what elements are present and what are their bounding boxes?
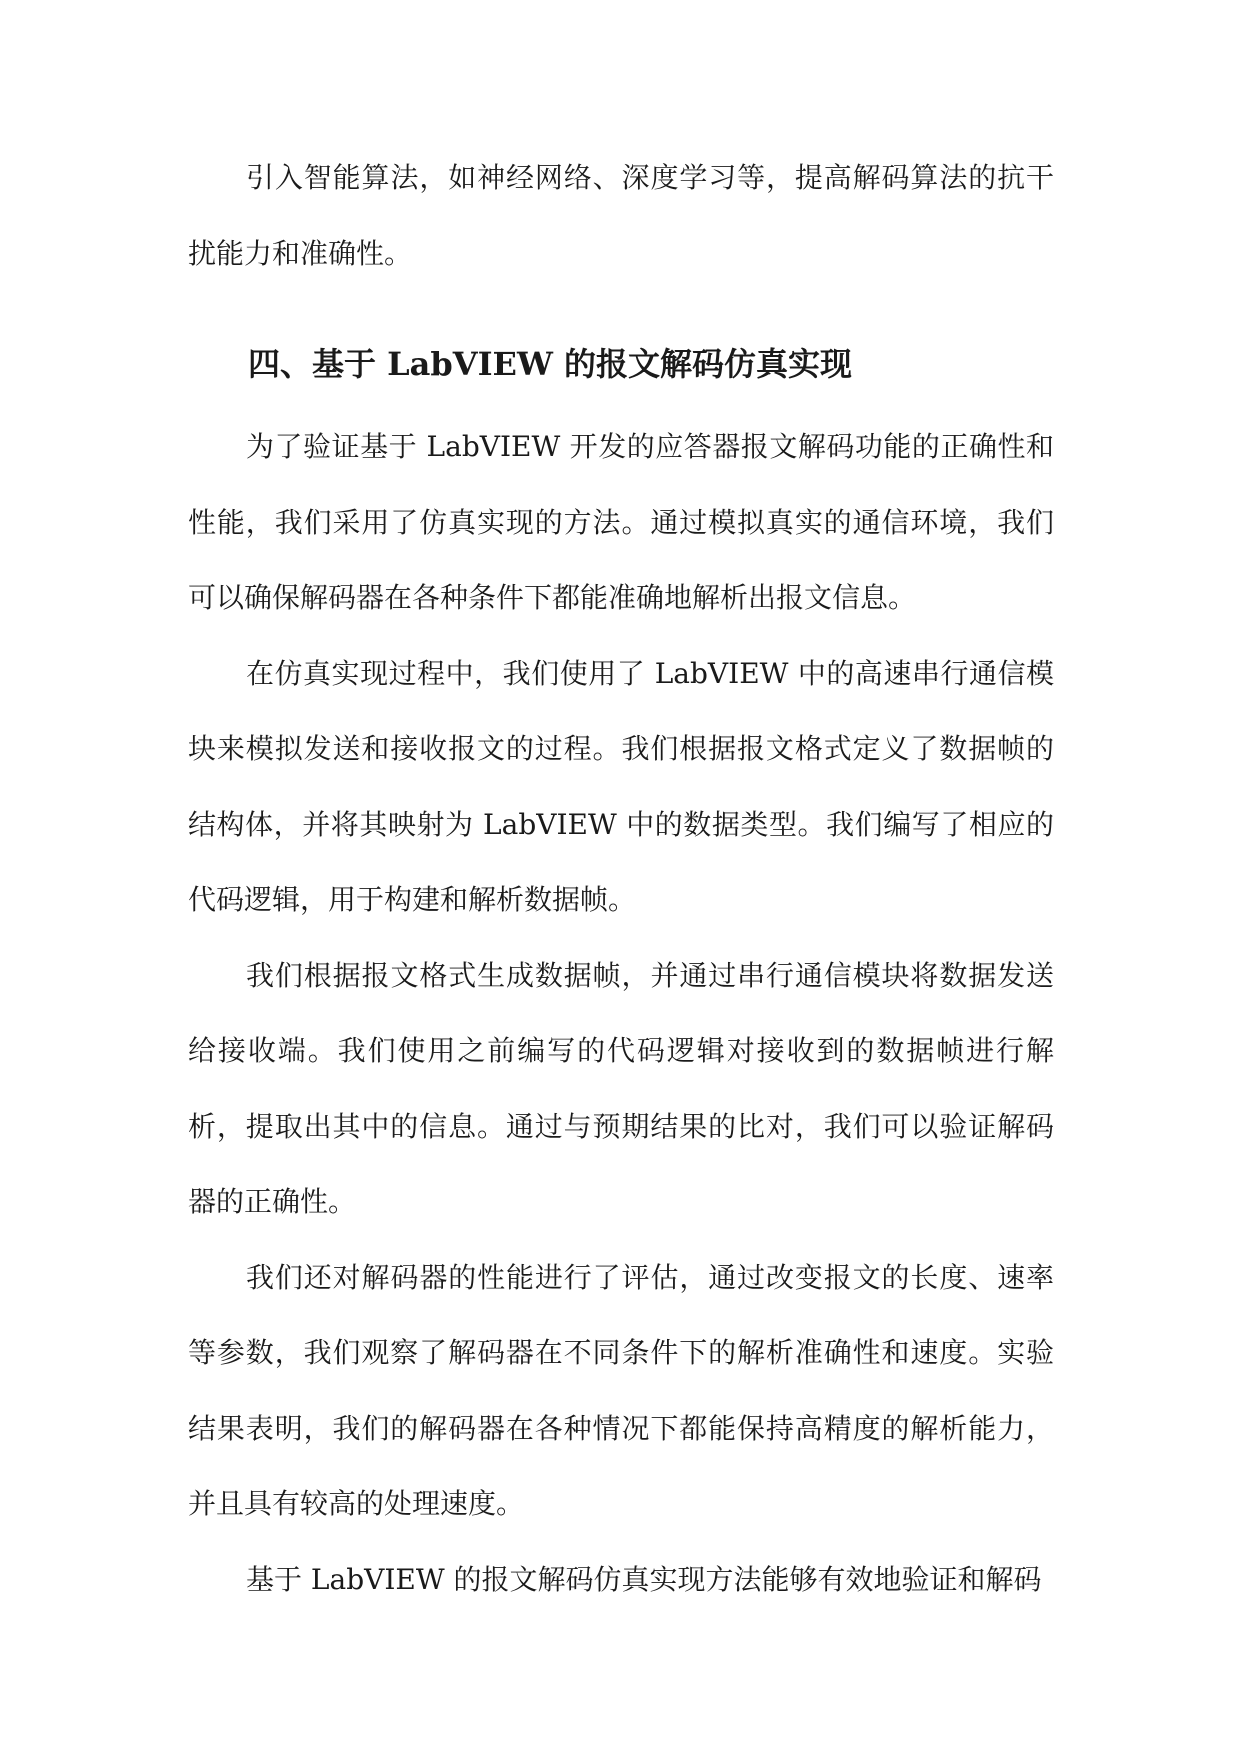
paragraph-simulation-process: 在仿真实现过程中，我们使用了 LabVIEW 中的高速串行通信模块来模拟发送和接收报文的过程。我们根据报文格式定义了数据帧的结构体，并将其映射为 LabVIEW 中的数据类型。我们编写了相应的代码逻辑，用于构建和解析数据帧。: [188, 656, 1054, 916]
paragraph-data-frame-transmission: 我们根据报文格式生成数据帧，并通过串行通信模块将数据发送给接收端。我们使用之前编写的代码逻辑对接收到的数据帧进行解析，提取出其中的信息。通过与预期结果的比对，我们可以验证解码器的正确性。: [188, 958, 1054, 1218]
document-page: [188, 140, 1054, 1617]
section-heading: 四、基于 LabVIEW 的报文解码仿真实现: [248, 345, 853, 383]
paragraph-verification-intro: 为了验证基于 LabVIEW 开发的应答器报文解码功能的正确性和性能，我们采用了仿真实现的方法。通过模拟真实的通信环境，我们可以确保解码器在各种条件下都能准确地解析出报文信息。: [188, 430, 1054, 614]
paragraph-performance-evaluation: 我们还对解码器的性能进行了评估，通过改变报文的长度、速率等参数，我们观察了解码器在不同条件下的解析准确性和速度。实验结果表明，我们的解码器在各种情况下都能保持高精度的解析能力，并且具有较高的处理速度。: [188, 1260, 1054, 1520]
paragraph-conclusion: 基于 LabVIEW 的报文解码仿真实现方法能够有效地验证和解码: [246, 1562, 1042, 1596]
paragraph-intelligent-algorithms: 引入智能算法，如神经网络、深度学习等，提高解码算法的抗干扰能力和准确性。: [188, 161, 1054, 270]
